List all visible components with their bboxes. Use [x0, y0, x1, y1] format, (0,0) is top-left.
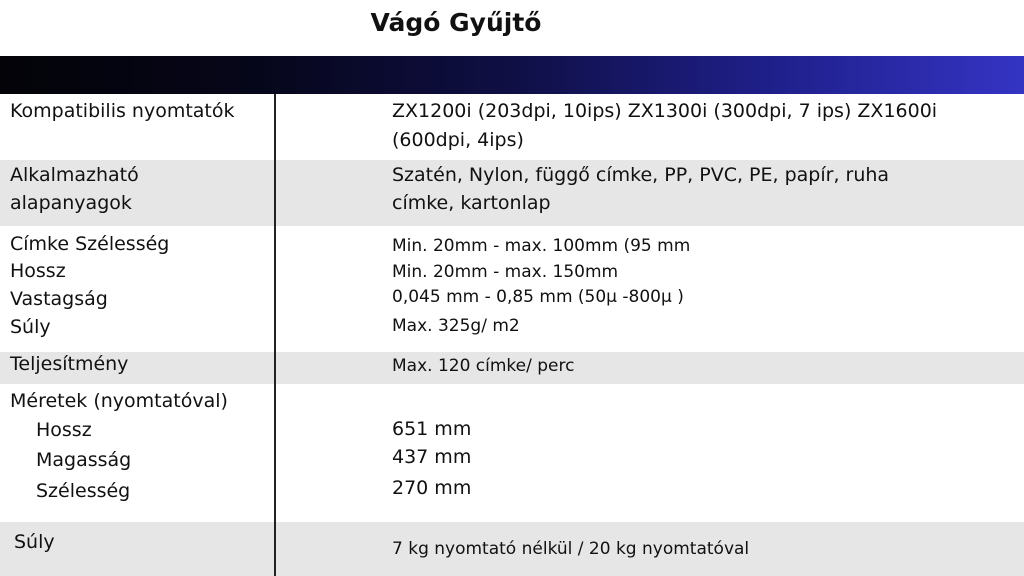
column-divider	[274, 94, 276, 576]
performance-label: Teljesítmény	[10, 353, 129, 375]
dimensions-width-value: 270 mm	[392, 477, 472, 499]
dimensions-height-value: 437 mm	[392, 446, 472, 468]
weight-label: Súly	[14, 531, 55, 553]
performance-value: Max. 120 címke/ perc	[392, 356, 575, 376]
label-thickness-value: 0,045 mm - 0,85 mm (50µ -800µ )	[392, 287, 684, 307]
label-length-label: Hossz	[10, 260, 66, 282]
dimensions-width-label: Szélesség	[36, 480, 131, 502]
label-weight-label: Súly	[10, 316, 51, 338]
compat-value-line2: (600dpi, 4ips)	[392, 129, 524, 151]
materials-value-line2: címke, kartonlap	[392, 192, 551, 214]
materials-label-line1: Alkalmazható	[10, 164, 139, 186]
label-thickness-label: Vastagság	[10, 288, 108, 310]
weight-value: 7 kg nyomtató nélkül / 20 kg nyomtatóval	[392, 539, 750, 559]
label-width-label: Címke Szélesség	[10, 233, 170, 255]
dimensions-height-label: Magasság	[36, 449, 132, 471]
label-length-value: Min. 20mm - max. 150mm	[392, 262, 619, 282]
materials-label-line2: alapanyagok	[10, 192, 132, 214]
label-weight-value: Max. 325g/ m2	[392, 316, 520, 336]
header-gradient-band	[0, 56, 1024, 94]
label-width-value: Min. 20mm - max. 100mm (95 mm	[392, 236, 691, 256]
dimensions-label: Méretek (nyomtatóval)	[10, 390, 228, 412]
dimensions-length-value: 651 mm	[392, 418, 472, 440]
materials-value-line1: Szatén, Nylon, függő címke, PP, PVC, PE, papír, ruha	[392, 164, 890, 186]
compat-label: Kompatibilis nyomtatók	[10, 100, 235, 122]
dimensions-length-label: Hossz	[36, 419, 92, 441]
compat-value-line1: ZX1200i (203dpi, 10ips) ZX1300i (300dpi, 7 ips) ZX1600i	[392, 100, 938, 122]
page-title: Vágó Gyűjtő	[370, 8, 542, 37]
